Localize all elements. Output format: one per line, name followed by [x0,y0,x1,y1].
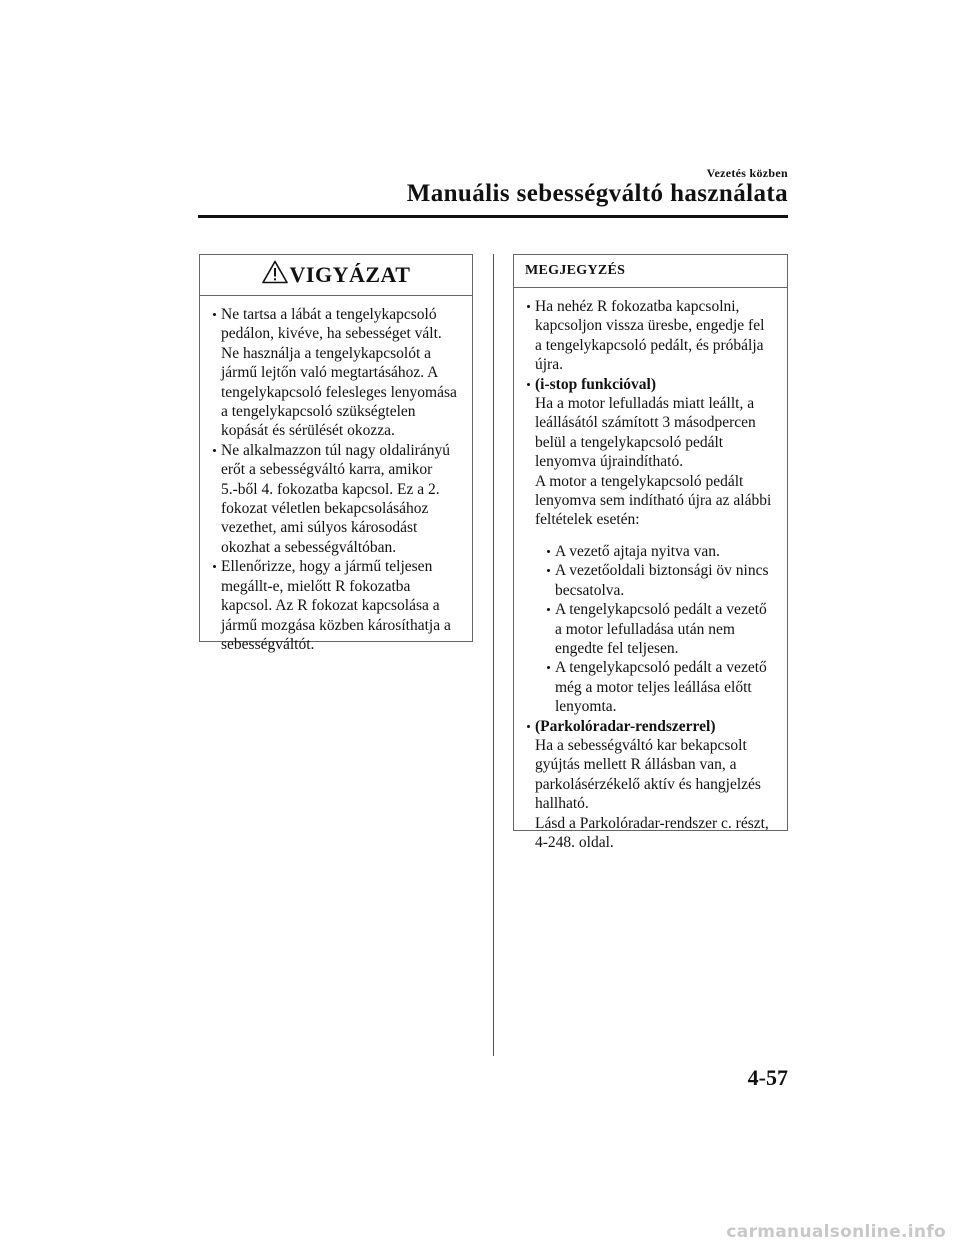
text-line: pedálon, kivéve, ha sebességet vált. [221,325,442,343]
note-subitem [545,542,781,561]
text-line: Ha nehéz R fokozatba kapcsolni, [535,298,740,315]
text-line: Ne tartsa a lábát a tengelykapcsoló [221,306,437,323]
text-line: kapcsoljon vissza üresbe, engedje fel [535,317,765,335]
bullet [545,542,555,561]
note-body [514,288,787,852]
caution-heading-text: VIGYÁZAT [289,262,411,287]
text-line: lenyomta. [555,698,617,716]
column-divider [493,254,494,1056]
text-line: feltételek esetén: [535,511,640,529]
caution-heading [200,255,472,296]
caution-item [211,441,466,557]
section-label: Vezetés közben [706,166,788,180]
bullet [211,305,221,441]
bullet [525,297,535,375]
bullet [545,561,555,600]
note-sublist [545,542,781,717]
bullet [525,375,535,717]
text-line: Ne alkalmazzon túl nagy oldalirányú [221,441,450,459]
text-line: a motor lefulladása után nem [555,620,735,638]
caution-body [200,296,472,654]
text-line: kopását és sérülését okozza. [221,422,395,440]
text-line: becsatolva. [555,581,625,599]
bullet [211,441,221,557]
text-line: A vezető ajtaja nyitva van. [555,542,720,560]
text-line: lenyomva sem indítható újra az alábbi [535,492,772,510]
text-line: jármű mozgása közben károsíthatja a [221,616,451,634]
text-line: A tengelykapcsoló pedált a vezető [555,659,767,677]
text-line: 5.-ből 4. fokozatba kapcsol. Ez a 2. [221,480,440,498]
text-line: vezethet, ami súlyos károsodást [221,519,418,537]
note-box [513,254,788,851]
bullet [545,658,555,716]
text-line: gyújtás mellett R állásban van, a [535,756,737,774]
text-line: leállásától számított 3 másodpercen [535,414,756,432]
header-rule [198,215,788,218]
text-line: engedte fel teljesen. [555,639,679,657]
note-item [525,375,781,717]
bullet [211,557,221,654]
caution-item [211,557,466,654]
text-line: újra. [535,356,563,374]
note-subitem [545,600,781,658]
note-item-title: (Parkolóradar-rendszerrel) [535,717,716,735]
text-line: megállt-e, mielőtt R fokozatba [221,577,411,595]
text-line: fokozat véletlen bekapcsolásához [221,500,429,518]
text-line: jármű lejtőn való megtartásához. A [221,364,439,382]
text-line: a tengelykapcsoló szükségtelen [221,403,416,421]
text-line: még a motor teljes leállása előtt [555,678,752,696]
text-line: erőt a sebességváltó karra, amikor [221,461,433,479]
caution-box [199,254,473,653]
note-subitem [545,561,781,600]
text-line: a tengelykapcsoló pedált, és próbálja [535,336,764,354]
note-item-title: (i-stop funkcióval) [535,375,656,393]
note-subitem [545,658,781,716]
text-line: A vezetőoldali biztonsági öv nincs [555,562,769,580]
page-number: 4-57 [747,1065,788,1090]
text-line: kapcsol. Az R fokozat kapcsolása a [221,597,440,615]
text-line: Ha a sebességváltó kar bekapcsolt [535,736,747,754]
text-line: sebességváltót. [221,635,315,653]
note-heading: MEGJEGYZÉS [514,255,787,288]
text-line: parkolásérzékelő aktív és hangjelzés [535,775,761,793]
text-line: okozhat a sebességváltóban. [221,538,397,556]
text-line: lenyomva újraindítható. [535,453,684,471]
text-line: Ne használja a tengelykapcsolót a [221,344,432,362]
text-line: Ha a motor lefulladás miatt leállt, a [535,395,755,413]
bullet [525,717,535,853]
watermark: carmanualsonline.info [726,1222,946,1242]
text-line: 4-248. oldal. [535,833,614,851]
text-line: tengelykapcsoló felesleges lenyomása [221,383,457,401]
note-item [525,297,781,375]
bullet [545,600,555,658]
text-line: A tengelykapcsoló pedált a vezető [555,601,767,619]
text-line: hallható. [535,795,589,813]
page-title: Manuális sebességváltó használata [406,180,788,207]
warning-triangle-icon [262,260,288,284]
text-line: belül a tengelykapcsoló pedált [535,433,724,451]
note-item [525,717,781,853]
caution-item [211,305,466,441]
text-line: Lásd a Parkolóradar-rendszer c. részt, [535,814,769,832]
text-line: Ellenőrizze, hogy a jármű teljesen [221,558,433,576]
text-line: A motor a tengelykapcsoló pedált [535,472,744,490]
